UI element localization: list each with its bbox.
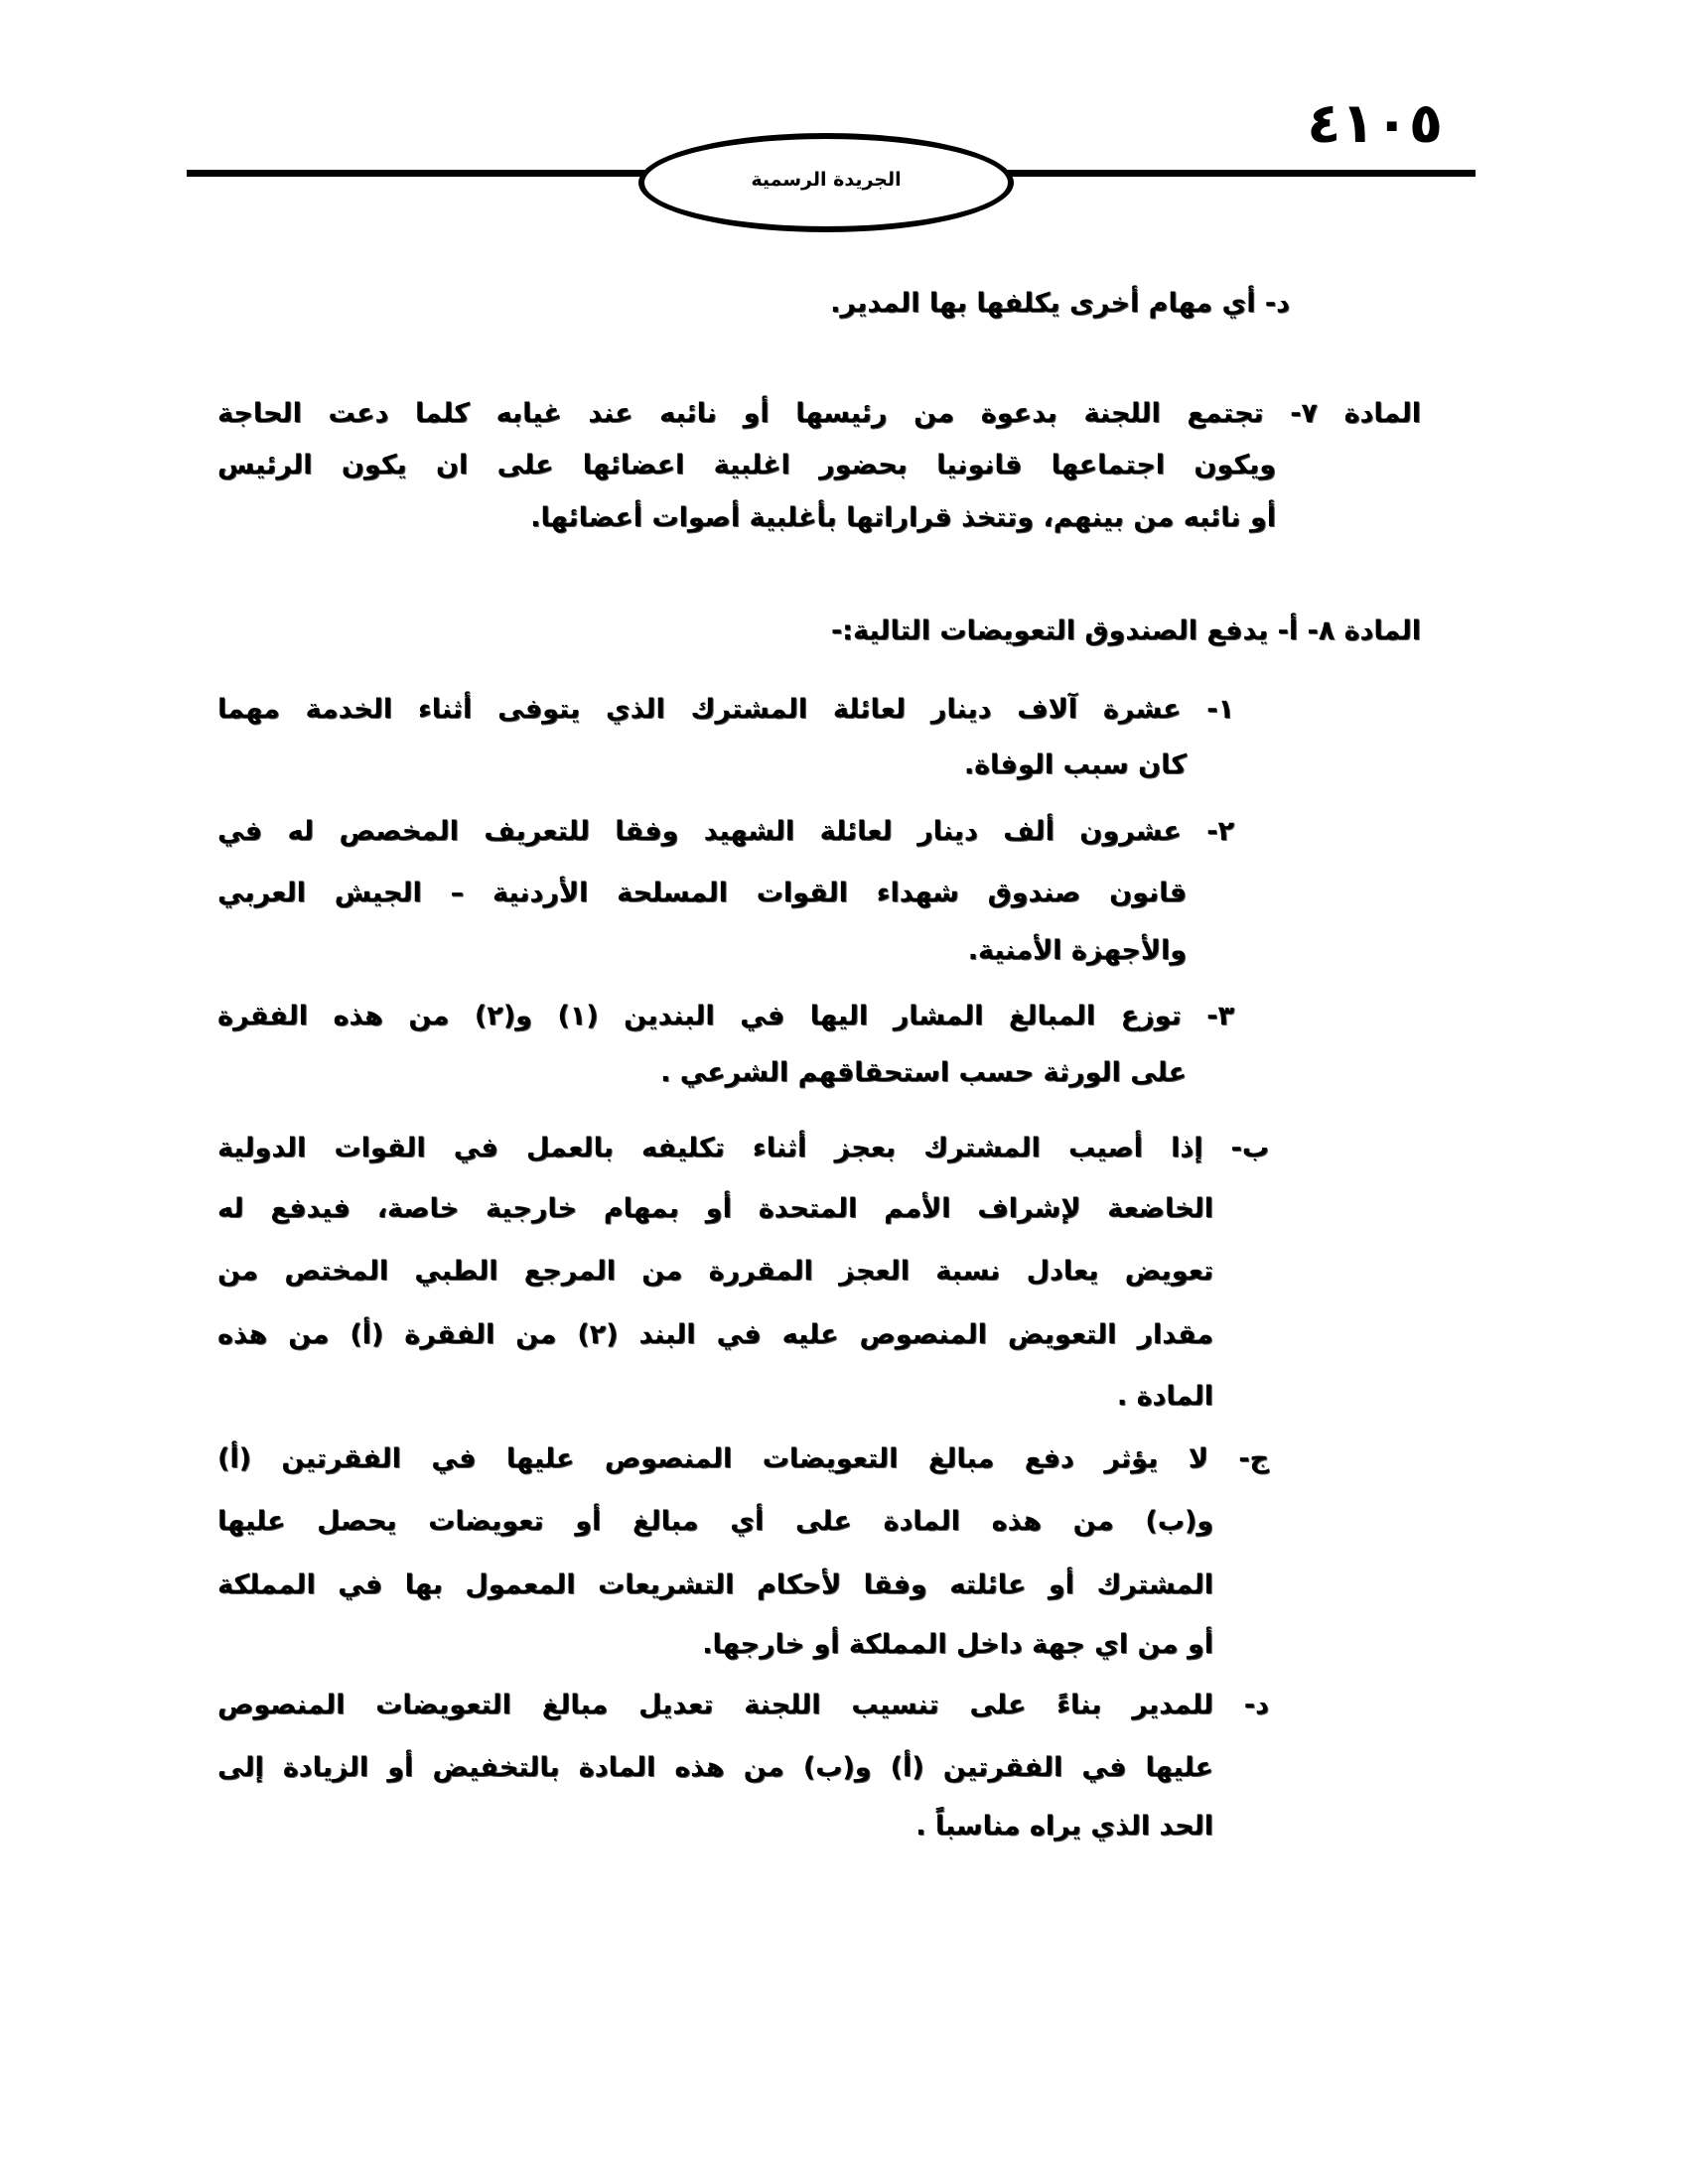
paragraph-b-line: مقدار التعويض المنصوص عليه في البند (٢) من الفقرة (أ) من هذه — [217, 1319, 1213, 1350]
paragraph-d-line: عليها في الفقرتين (أ) و(ب) من هذه المادة بالتخفيض أو الزيادة إلى — [217, 1752, 1213, 1783]
item-d-prev-line: د- أي مهام أخرى يكلفها بها المدير. — [830, 288, 1290, 319]
article-7-line: ويكون اجتماعها قانونيا بحضور اغلبية اعضائها على ان يكون الرئيس — [217, 450, 1276, 480]
gazette-title-badge — [638, 133, 1014, 232]
item-1-line: ١- عشرة آلاف دينار لعائلة المشترك الذي يتوفى أثناء الخدمة مهما — [217, 694, 1234, 725]
paragraph-c-line: ج- لا يؤثر دفع مبالغ التعويضات المنصوص عليها في الفقرتين (أ) — [217, 1443, 1269, 1474]
item-2-line: قانون صندوق شهداء القوات المسلحة الأردنية – الجيش العربي — [217, 878, 1187, 908]
item-2-line: والأجهزة الأمنية. — [967, 935, 1187, 966]
item-3-line: على الورثة حسب استحقاقهم الشرعي . — [660, 1057, 1187, 1088]
paragraph-d-line: د- للمدير بناءً على تنسيب اللجنة تعديل مبالغ التعويضات المنصوص — [217, 1690, 1269, 1720]
paragraph-c-line: المشترك أو عائلته وفقا لأحكام التشريعات المعمول بها في المملكة — [217, 1570, 1213, 1600]
header-rule-right — [998, 170, 1476, 177]
header-rule-left — [187, 170, 653, 177]
gazette-title: الجريدة الرسمية — [751, 169, 902, 191]
paragraph-d-line: الحد الذي يراه مناسباً . — [915, 1811, 1213, 1842]
item-1-line: كان سبب الوفاة. — [963, 750, 1187, 780]
paragraph-b-line: الخاضعة لإشراف الأمم المتحدة أو بمهام خارجية خاصة، فيدفع له — [217, 1193, 1213, 1224]
paragraph-b-line: ب- إذا أصيب المشترك بعجز أثناء تكليفه بالعمل في القوات الدولية — [217, 1133, 1269, 1163]
article-8-heading-line: المادة ٨- أ- يدفع الصندوق التعويضات التالية:- — [830, 615, 1421, 646]
item-2-line: ٢- عشرون ألف دينار لعائلة الشهيد وفقا للتعريف المخصص له في — [217, 816, 1234, 847]
paragraph-c-line: و(ب) من هذه المادة على أي مبالغ أو تعويضات يحصل عليها — [217, 1506, 1213, 1537]
paragraph-c-line: أو من اي جهة داخل المملكة أو خارجها. — [702, 1629, 1213, 1660]
page-number: ٤١٠٥ — [1307, 91, 1443, 156]
paragraph-b-line: تعويض يعادل نسبة العجز المقررة من المرجع الطبي المختص من — [217, 1256, 1213, 1287]
item-3-line: ٣- توزع المبالغ المشار اليها في البندين (١) و(٢) من هذه الفقرة — [217, 1001, 1234, 1031]
paragraph-b-line: المادة . — [1116, 1381, 1213, 1412]
article-7-line: المادة ٧- تجتمع اللجنة بدعوة من رئيسها أو نائبه عند غيابه كلما دعت الحاجة — [217, 398, 1421, 429]
article-7-line: أو نائبه من بينهم، وتتخذ قراراتها بأغلبية أصوات أعضائها. — [530, 502, 1276, 533]
